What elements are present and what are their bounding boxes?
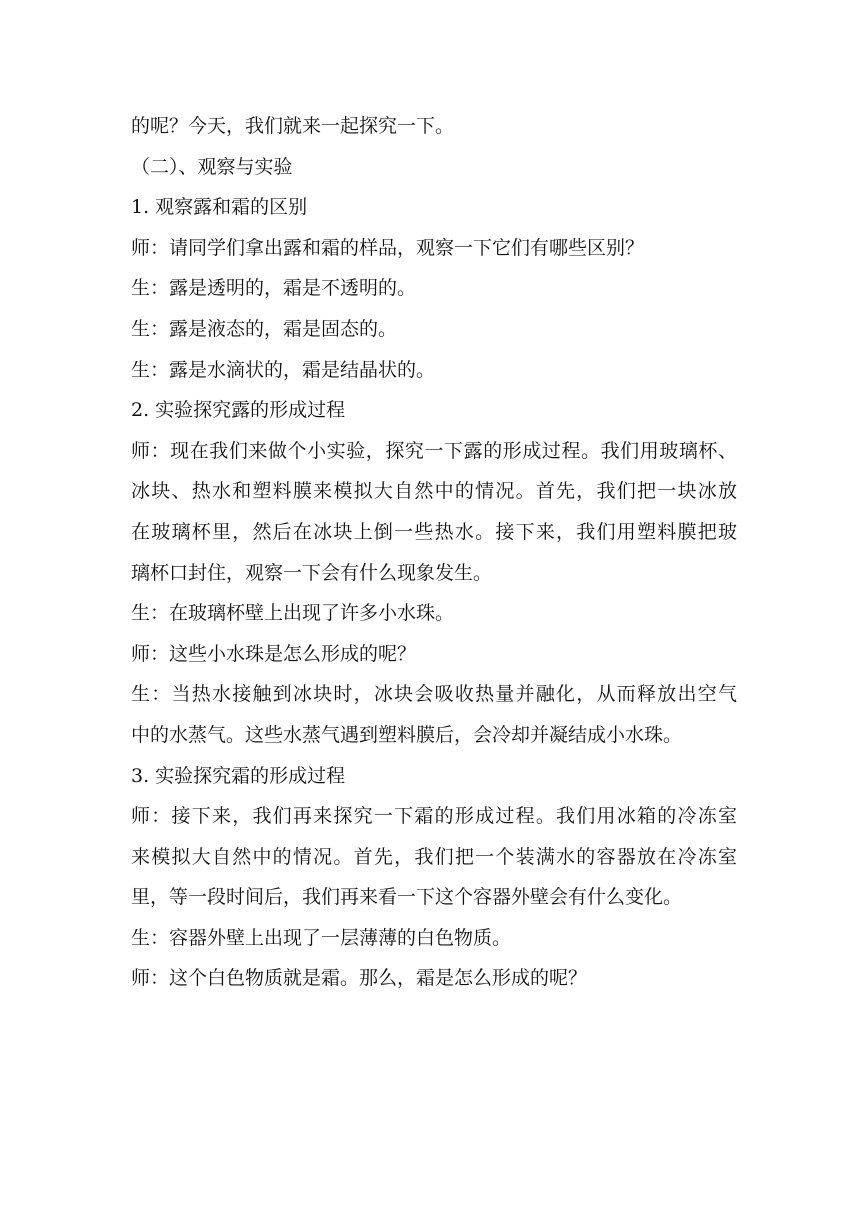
section-heading: （二）、观察与实验 [131,155,293,178]
subsection-heading: 1. 观察露和霜的区别 [131,196,308,219]
text-line: 生：当热水接触到冰块时，冰块会吸收热量并融化，从而释放出空气 [131,683,737,706]
text-line: 中的水蒸气。这些水蒸气遇到塑料膜后，会冷却并凝结成小水珠。 [131,723,683,746]
text-line: 璃杯口封住，观察一下会有什么现象发生。 [131,561,493,584]
text-line: 生：容器外壁上出现了一层薄薄的白色物质。 [131,926,512,949]
text-line: 师：这些小水珠是怎么形成的呢？ [131,642,417,665]
text-line: 在玻璃杯里，然后在冰块上倒一些热水。接下来，我们用塑料膜把玻 [131,520,737,543]
text-line: 的呢？今天，我们就来一起探究一下。 [131,115,455,137]
document-body [131,106,737,999]
text-line: 冰块、热水和塑料膜来模拟大自然中的情况。首先，我们把一块冰放 [131,480,737,503]
text-line: 里，等一段时间后，我们再来看一下这个容器外壁会有什么变化。 [131,886,683,909]
text-line: 师：现在我们来做个小实验，探究一下露的形成过程。我们用玻璃杯、 [131,439,737,462]
text-line: 生：露是水滴状的，霜是结晶状的。 [131,358,436,381]
text-line: 师：请同学们拿出露和霜的样品，观察一下它们有哪些区别？ [131,236,645,259]
text-line: 来模拟大自然中的情况。首先，我们把一个装满水的容器放在冷冻室 [131,845,737,868]
text-line: 生：露是透明的，霜是不透明的。 [131,277,417,300]
text-line: 生：在玻璃杯壁上出现了许多小水珠。 [131,602,455,625]
text-line: 师：这个白色物质就是霜。那么，霜是怎么形成的呢？ [131,967,588,990]
text-line: 生：露是液态的，霜是固态的。 [131,317,398,340]
text-line: 师：接下来，我们再来探究一下霜的形成过程。我们用冰箱的冷冻室 [131,805,737,828]
subsection-heading: 2. 实验探究露的形成过程 [131,399,346,422]
subsection-heading: 3. 实验探究霜的形成过程 [131,764,346,787]
